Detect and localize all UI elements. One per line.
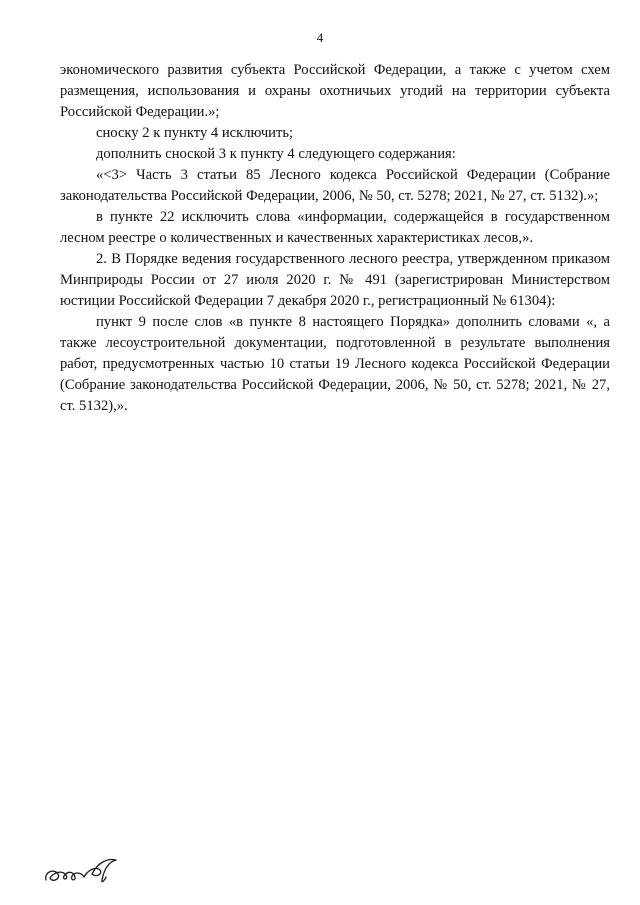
paragraph-3: дополнить сноской 3 к пункту 4 следующего содержания: xyxy=(96,146,456,162)
paragraph-1: экономического развития субъекта Российской Федерации, а также с учетом схем размещения, использования и охраны охотничьих угодий на территории субъекта Российской Федерации.»; xyxy=(60,62,610,120)
document-body xyxy=(60,60,610,417)
paragraph-5: в пункте 22 исключить слова «информации, содержащейся в государственном лесном реестре о количественных и качественных характеристиках лесов,». xyxy=(60,209,610,246)
paragraph-4: «<3> Часть 3 статьи 85 Лесного кодекса Российской Федерации (Собрание законодательства Российской Федерации, 2006, № 50, ст. 5278; 2021, № 27, ст. 5132).»; xyxy=(60,167,610,204)
paragraph-6: 2. В Порядке ведения государственного лесного реестра, утвержденном приказом Минприроды России от 27 июля 2020 г. № 491 (зарегистрирован Министерством юстиции Российской Федерации 7 декабря 2020 г., регистрационный № 61304): xyxy=(60,251,610,309)
paragraph-2: сноску 2 к пункту 4 исключить; xyxy=(96,125,294,141)
handwritten-signature xyxy=(42,850,122,890)
page-number: 4 xyxy=(316,30,324,45)
paragraph-7: пункт 9 после слов «в пункте 8 настоящего Порядка» дополнить словами «, а также лесоустроительной документации, подготовленной в результате выполнения работ, предусмотренных частью 10 статьи 19 Лесного кодекса Российской Федерации (Собрание законодательства Российской Федерации, 2006, № 50, ст. 5278; 2021, № 27, ст. 5132),». xyxy=(60,314,610,414)
